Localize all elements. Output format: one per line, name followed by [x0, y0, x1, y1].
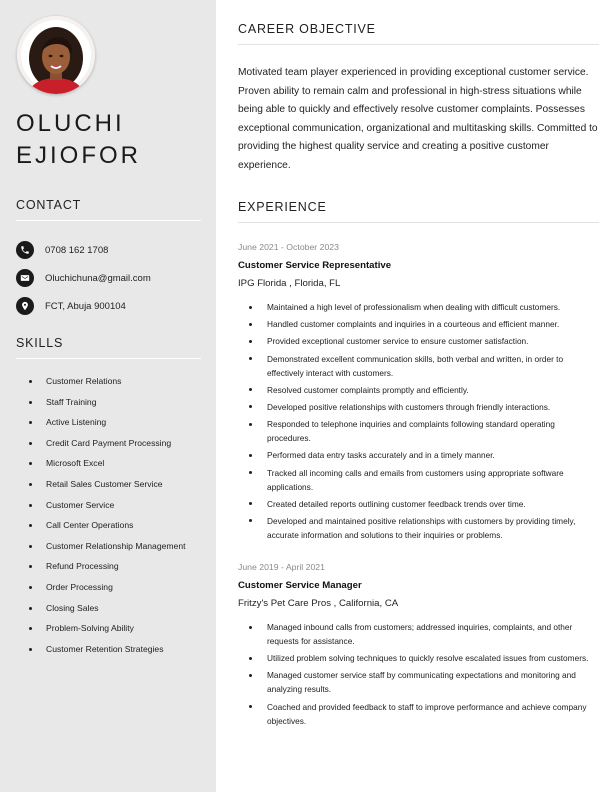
job-title: Customer Service Representative	[238, 260, 392, 271]
skill-item: Order Processing	[29, 580, 214, 601]
job-bullet: Provided exceptional customer service to ensure customer satisfaction.	[267, 334, 600, 348]
contact-phone	[16, 236, 211, 264]
skill-item: Call Center Operations	[29, 518, 214, 539]
skill-item: Refund Processing	[29, 559, 214, 580]
contact-location	[16, 292, 211, 320]
contact-list	[16, 236, 211, 320]
skill-item: Problem-Solving Ability	[29, 621, 214, 642]
job-entry	[238, 241, 600, 545]
job-dates: June 2019 - April 2021	[238, 562, 325, 572]
portrait-icon	[17, 16, 95, 94]
skill-item: Active Listening	[29, 415, 214, 436]
email-icon	[16, 269, 34, 287]
skill-item: Customer Relationship Management	[29, 539, 214, 560]
phone-icon	[16, 241, 34, 259]
skills-list	[29, 374, 214, 662]
skill-item: Retail Sales Customer Service	[29, 477, 214, 498]
job-dates: June 2021 - October 2023	[238, 242, 339, 252]
skills-heading: SKILLS	[16, 336, 201, 359]
job-bullets	[238, 620, 600, 728]
skill-item: Customer Relations	[29, 374, 214, 395]
skill-item: Customer Retention Strategies	[29, 642, 214, 663]
email-text[interactable]: Oluchichuna@gmail.com	[45, 272, 151, 284]
job-bullet: Handled customer complaints and inquiries in a courteous and efficient manner.	[267, 317, 600, 331]
sidebar	[0, 0, 216, 792]
job-bullet: Managed customer service staff by communicating expectations and monitoring and analyzing results.	[267, 668, 600, 696]
skill-item: Credit Card Payment Processing	[29, 436, 214, 457]
job-bullet: Performed data entry tasks accurately and in a timely manner.	[267, 448, 600, 462]
job-title: Customer Service Manager	[238, 580, 362, 591]
job-bullet: Tracked all incoming calls and emails from customers using appropriate software applications.	[267, 466, 600, 494]
skill-item: Customer Service	[29, 498, 214, 519]
job-bullet: Resolved customer complaints promptly and efficiently.	[267, 383, 600, 397]
candidate-name	[16, 108, 206, 172]
job-bullet: Managed inbound calls from customers; addressed inquiries, complaints, and other requests for assistance.	[267, 620, 600, 648]
skill-item: Closing Sales	[29, 601, 214, 622]
location-pin-icon	[16, 297, 34, 315]
last-name: EJIOFOR	[16, 142, 142, 169]
career-objective-heading: CAREER OBJECTIVE	[238, 22, 599, 45]
job-bullet: Coached and provided feedback to staff to improve performance and achieve company objectives.	[267, 700, 600, 728]
career-objective-text: Motivated team player experienced in providing exceptional customer service. Proven ability to remain calm and professional in high-stress situations while being able to quickly and effectively resolve customer complaints. Possesses exceptional communication, organizational and multitasking skills. Committed to providing the highest quality service and creating a positive customer experience.	[238, 67, 598, 171]
job-bullet: Responded to telephone inquiries and complaints following standard operating procedures.	[267, 417, 600, 445]
first-name: OLUCHI	[16, 110, 125, 137]
job-bullet: Maintained a high level of professionalism when dealing with difficult customers.	[267, 300, 600, 314]
skill-item: Microsoft Excel	[29, 456, 214, 477]
job-bullet: Demonstrated excellent communication skills, both verbal and written, in order to effectively interact with customers.	[267, 352, 600, 380]
job-entry	[238, 561, 600, 731]
job-company: IPG Florida , Florida, FL	[238, 278, 341, 289]
location-text: FCT, Abuja 900104	[45, 300, 126, 312]
experience-heading: EXPERIENCE	[238, 200, 599, 223]
job-bullet: Utilized problem solving techniques to quickly resolve escalated issues from customers.	[267, 651, 600, 665]
contact-email	[16, 264, 211, 292]
contact-heading: CONTACT	[16, 198, 201, 221]
profile-photo	[17, 16, 95, 94]
phone-text[interactable]: 0708 162 1708	[45, 244, 109, 256]
job-bullet: Developed positive relationships with customers through friendly interactions.	[267, 400, 600, 414]
skill-item: Staff Training	[29, 395, 214, 416]
job-bullet: Created detailed reports outlining customer feedback trends over time.	[267, 497, 600, 511]
job-company: Fritzy's Pet Care Pros , California, CA	[238, 598, 399, 609]
job-bullet: Developed and maintained positive relationships with customers by providing timely, accurate information and solutions to their inquiries or problems.	[267, 514, 600, 542]
job-bullets	[238, 300, 600, 542]
